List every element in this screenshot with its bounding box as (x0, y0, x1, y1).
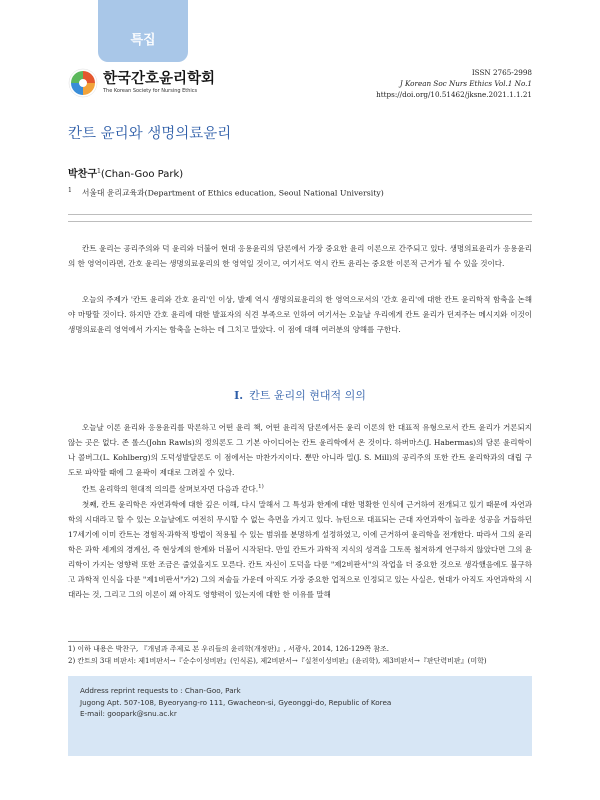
author-name: 박찬구 (68, 169, 97, 180)
footnote-rule (68, 641, 198, 642)
section-paragraph-2 (68, 480, 532, 497)
affiliation-mark: 1 (68, 187, 72, 194)
author-superscript: 1 (96, 167, 101, 175)
intro-paragraph-1: 칸트 윤리는 공리주의와 덕 윤리와 더불어 현대 응용윤리의 담론에서 가장 중요한 윤리 이론으로 간주되고 있다. 생명의료윤리가 응용윤리의 한 영역이라면, 간호 윤리는 생명의료윤리의 한 영역일 것이고, 여기서도 역시 칸트 윤리는 중요한 이론적 근거가 될 수 있을 것이다. (68, 244, 532, 268)
affiliation-text: 서울대 윤리교육과(Department of Ethics education, Seoul National University) (81, 188, 384, 198)
divider-bottom (68, 221, 532, 222)
society-name-ko: 한국간호윤리학회 (103, 71, 216, 87)
affiliation (68, 187, 384, 199)
footnote-2: 2) 칸트의 3대 비판서: 제1비판서→『순수이성비판』(인식론), 제2비판서→『실천이성비판』(윤리학), 제3비판서→『판단력비판』(미학) (68, 657, 487, 665)
divider-top (68, 214, 532, 215)
society-name-en: The Korean Society for Nursing Ethics (103, 88, 198, 94)
doi-link[interactable]: https://doi.org/10.51462/jksne.2021.1.1.21 (376, 90, 532, 99)
section-paragraph-1: 오늘날 이론 윤리와 응용윤리를 막론하고 어떤 윤리 책, 어떤 윤리적 담론에서든 윤리 이론의 한 대표적 유형으로서 칸트 윤리가 거론되지 않는 곳은 없다. 존 롤스(John Rawls)의 정의론도 그 기본 아이디어는 칸트 윤리학에서 온 것이다. 하버마스(J. Habermas)의 담론 윤리학이나 콜버그(L. Kohlberg)의 도덕성발달론도 이 점에서는 마찬가지이다. 뿐만 아니라 밀(J. S. Mill)의 공리주의 또한 칸트 윤리학과의 대립 구도로 파악할 때에 그 윤곽이 제대로 그려질 수 있다. (68, 423, 532, 477)
article-title: 칸트 윤리와 생명의료윤리 (68, 126, 232, 142)
society-logo (68, 66, 228, 100)
journal-reference: J Korean Soc Nurs Ethics Vol.1 No.1 (399, 79, 532, 88)
journal-meta (376, 67, 532, 100)
address-line-1: Address reprint requests to : Chan-Goo, Park (80, 686, 241, 695)
footnote-1: 1) 이하 내용은 박찬구, 『개념과 주제로 본 우리들의 윤리학(개정판)』, 서광사, 2014, 126-129쪽 참조. (68, 645, 389, 653)
address-email[interactable]: E-mail: goopark@snu.ac.kr (80, 709, 177, 718)
section-paragraph-3: 첫째, 칸트 윤리학은 자연과학에 대한 깊은 이해, 다시 말해서 그 특성과 한계에 대한 명확한 인식에 근거하여 전개되고 있기 때문에 자연과학의 시대라고 할 수 있는 오늘날에도 여전히 무시할 수 없는 측면을 가지고 있다. 뉴턴으로 대표되는 근대 자연과학이 놀라운 성공을 거듭하던 17세기에 이미 칸트는 경험적·과학적 방법이 적용될 수 있는 범위를 분명하게 설정하였고, 이에 근거하여 윤리학을 전개한다. 따라서 그의 윤리학은 과학 세계의 경계선, 즉 현상계의 한계와 더불어 시작된다. 만일 칸트가 과학적 지식의 성격을 그토록 철저하게 연구하지 않았다면 그의 윤리학이 가지는 영향력 또한 조금은 줄었을지도 모른다. 칸트 자신이 도덕을 다룬 "제2비판서"의 작업을 더 중요한 것으로 생각했음에도 불구하고 과학적 인식을 다룬 "제1비판서"가2) 그의 저술들 가운데 아직도 가장 중요한 업적으로 인정되고 있는 사실은, 현대가 아직도 자연과학의 시대라는 것, 그리고 그의 이론이 왜 아직도 영향력이 있는지에 대한 한 이유를 말해 (68, 500, 532, 599)
intro-paragraph-2: 오늘의 주제가 '칸트 윤리와 간호 윤리'인 이상, 발제 역시 생명의료윤리의 한 영역으로서의 '간호 윤리'에 대한 칸트 윤리학적 함축을 논해야 마땅할 것이다. 하지만 간호 윤리에 대한 발표자의 식견 부족으로 인하여 여기서는 오늘날 우리에게 칸트 윤리가 던져주는 메시지와 이것이 생명의료윤리 영역에서 가지는 함축을 논하는 데 그치고 말았다. 이 점에 대해 여러분의 양해를 구한다. (68, 295, 532, 334)
section-paragraph-2-text: 칸트 윤리학의 현대적 의의를 살펴보자면 다음과 같다. (82, 484, 259, 494)
address-line-2: Jugong Apt. 507-108, Byeoryang-ro 111, Gwacheon-si, Gyeonggi-do, Republic of Korea (80, 697, 392, 707)
footnote-ref-1[interactable]: 1) (258, 484, 264, 490)
society-emblem-icon (68, 68, 98, 98)
reprint-address-box (68, 676, 532, 756)
section-number: I. (234, 389, 244, 402)
author-name-en: (Chan-Goo Park) (100, 169, 184, 180)
section-tab-label: 특집 (130, 33, 156, 48)
author (68, 165, 183, 180)
section-heading (0, 387, 600, 403)
issn: ISSN 2765-2998 (471, 68, 532, 77)
section-title: 칸트 윤리의 현대적 의의 (249, 389, 366, 402)
section-tab (98, 0, 188, 62)
